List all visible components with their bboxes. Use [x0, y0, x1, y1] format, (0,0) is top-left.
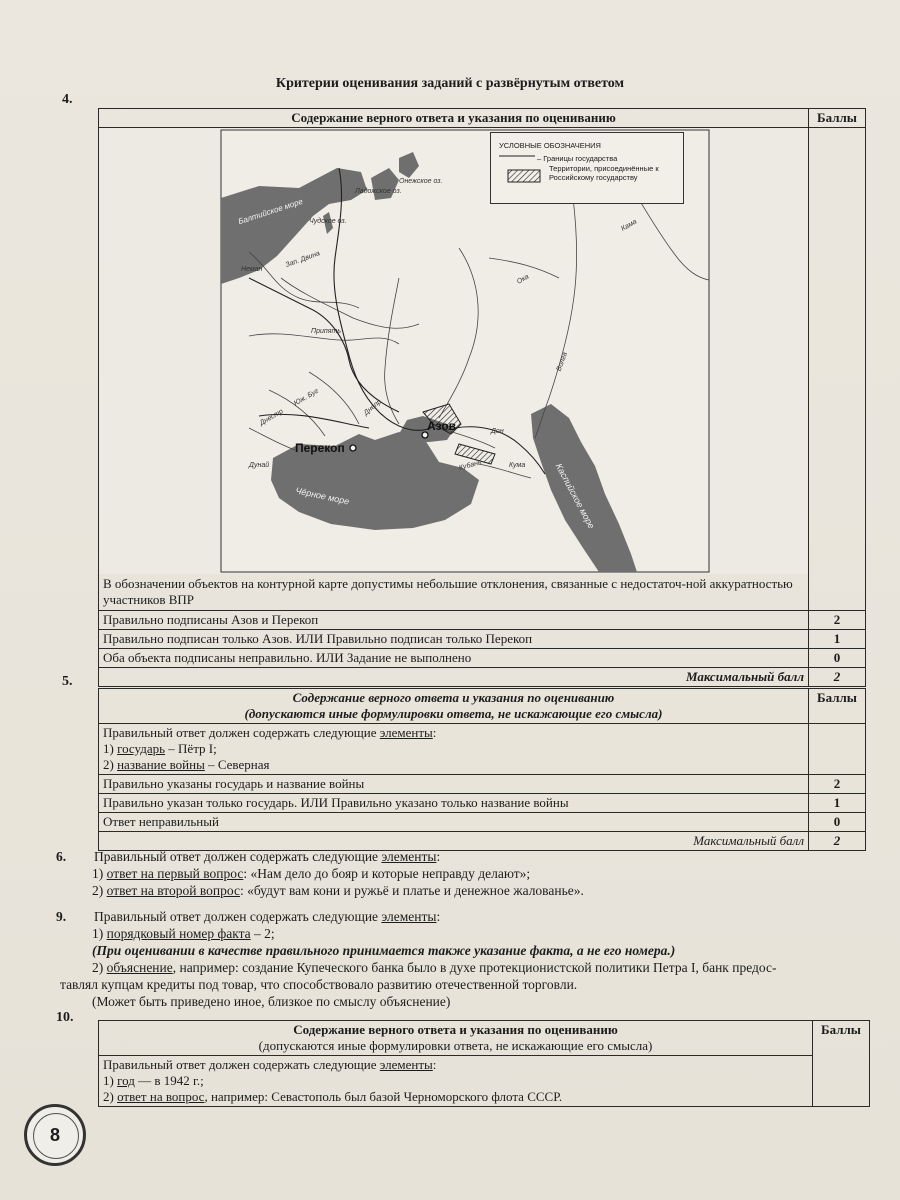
label-kuma: Кума — [509, 462, 526, 469]
task-4-note: В обозначении объектов на контурной карте допустимы небольшие отклонения, связанные с недостаточ-ной аккуратностью участников ВПР — [103, 576, 793, 607]
task-5-table — [98, 688, 866, 851]
legend-border-label: – Границы государства — [537, 154, 618, 163]
task-5-header-points: Баллы — [809, 689, 866, 724]
task-10-header-line-2: (допускаются иные формулировки ответа, не искажающие его смысла) — [258, 1038, 653, 1053]
label-black-sea: Чёрное море — [294, 485, 351, 507]
task-5-header-line-2: (допускаются иные формулировки ответа, не искажающие его смысла) — [244, 706, 663, 721]
task-9-note-1: (При оценивании в качестве правильного принимается также указание факта, а не его номера.) — [92, 943, 676, 958]
task-4-map-cell — [99, 128, 809, 611]
task-4-row-1-text: Правильно подписаны Азов и Перекоп — [99, 611, 809, 630]
task-10-answer: Правильный ответ должен содержать следующие элементы: 1) год — в 1942 г.; 2) ответ на вопрос, например: Севастополь был базой Черноморского флота СССР. — [99, 1056, 813, 1107]
label-zap-dvina: Зап. Двина — [284, 250, 322, 269]
page-number: 8 — [49, 1124, 60, 1145]
label-volga-1: Волга — [555, 351, 569, 373]
task-9-line-2-cont: тавлял купцам кредиты под товар, что способствовало развитию отечественной торговли. — [60, 977, 578, 992]
task-9-intro: 9. Правильный ответ должен содержать следующие элементы: — [56, 909, 441, 924]
task-6-intro: 6. Правильный ответ должен содержать следующие элементы: — [56, 849, 441, 864]
task-5-row-2-text: Правильно указан только государь. ИЛИ Правильно указано только название войны — [99, 794, 809, 813]
task-5-max-points: 2 — [809, 832, 866, 851]
task-4-table — [98, 108, 866, 687]
task-4-row-3-text: Оба объекта подписаны неправильно. ИЛИ Задание не выполнено — [99, 649, 809, 668]
task-10-header-line-1: Содержание верного ответа и указания по оцениванию — [293, 1022, 618, 1037]
label-oka: Ока — [515, 273, 531, 286]
page-number-badge — [24, 1104, 86, 1166]
page-title: Критерии оценивания заданий с развёрнутым ответом — [275, 76, 625, 91]
task-5-header-line-1: Содержание верного ответа и указания по оцениванию — [292, 690, 615, 705]
city-perekop: Перекоп — [295, 441, 345, 455]
task-9-line-1: 1) порядковый номер факта – 2; — [92, 926, 275, 941]
task-4-map-points — [809, 128, 866, 611]
task-5-row-1-points: 2 — [809, 775, 866, 794]
task-6-line-1: 1) ответ на первый вопрос: «Нам дело до бояр и которые неправду делают»; — [92, 866, 531, 881]
task-4-header-points: Баллы — [809, 109, 866, 128]
task-10-table — [98, 1020, 870, 1107]
task-4-header-content: Содержание верного ответа и указания по оцениванию — [99, 109, 809, 128]
label-ladoga: Ладожское оз. — [355, 188, 402, 195]
legend-hatch-icon — [507, 169, 541, 183]
city-azov: Азов — [427, 419, 457, 433]
task-4-row-2-text: Правильно подписан только Азов. ИЛИ Правильно подписан только Перекоп — [99, 630, 809, 649]
task-5-max-label: Максимальный балл — [99, 832, 809, 851]
task-10-number: 10. — [56, 1010, 74, 1025]
task-9-line-2: 2) объяснение, например: создание Купеческого банка было в духе протекционистской политики Петра I, банк предос- — [92, 960, 777, 975]
task-4-number: 4. — [62, 92, 73, 107]
task-5-answer: Правильный ответ должен содержать следующие элементы: 1) государь – Пётр I; 2) название войны – Северная — [99, 724, 809, 775]
label-pripyat: Припять — [311, 328, 341, 335]
task-5-row-3-text: Ответ неправильный — [99, 813, 809, 832]
contour-map — [99, 128, 808, 574]
task-4-max-points: 2 — [809, 668, 866, 687]
task-4-max-label: Максимальный балл — [99, 668, 809, 687]
task-10-header-content — [99, 1021, 813, 1056]
legend-title: УСЛОВНЫЕ ОБОЗНАЧЕНИЯ — [499, 141, 601, 150]
map-drawing — [99, 128, 808, 574]
legend-territory-label: Территории, присоединённые к Российскому государству — [549, 164, 659, 182]
legend-border-icon — [499, 152, 535, 160]
task-9-note-2: (Может быть приведено иное, близкое по смыслу объяснение) — [92, 994, 451, 1009]
label-dnestr: Днестр — [258, 408, 285, 428]
task-10-header-points: Баллы — [813, 1021, 870, 1107]
task-5-number: 5. — [62, 674, 73, 689]
task-5-row-3-points: 0 — [809, 813, 866, 832]
label-kama: Кама — [620, 218, 639, 233]
task-4-row-1-points: 2 — [809, 611, 866, 630]
label-yuzh-bug: Юж. Буг — [292, 387, 320, 408]
label-neman: Неман — [241, 266, 263, 273]
label-kuban: Кубань — [458, 459, 483, 472]
task-6-line-2: 2) ответ на второй вопрос: «будут вам кони и ружьё и платье и денежное жалованье». — [92, 883, 584, 898]
label-baltic-sea: Балтийское море — [237, 196, 304, 227]
map-legend — [490, 132, 684, 204]
task-5-row-2-points: 1 — [809, 794, 866, 813]
task-5-header-content — [99, 689, 809, 724]
task-4-row-3-points: 0 — [809, 649, 866, 668]
task-5-row-1-text: Правильно указаны государь и название войны — [99, 775, 809, 794]
label-dunai: Дунай — [249, 462, 270, 469]
label-don: Дон — [491, 428, 504, 435]
label-onega: Онежское оз. — [399, 178, 443, 185]
task-4-row-2-points: 1 — [809, 630, 866, 649]
label-chud: Чудское оз. — [309, 218, 347, 225]
label-caspian-sea: Каспийское море — [553, 461, 597, 531]
label-dnepr: Днепр — [362, 398, 383, 417]
